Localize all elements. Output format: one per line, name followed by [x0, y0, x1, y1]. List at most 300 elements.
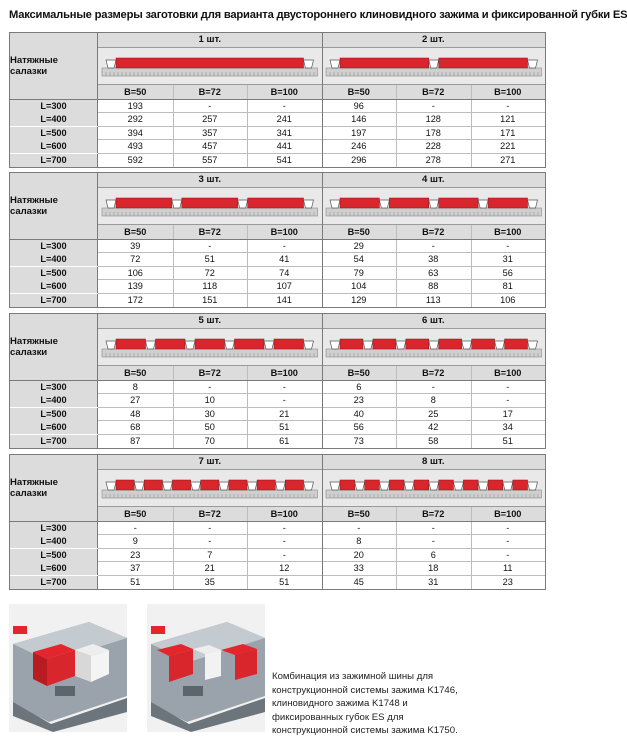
- length-row-header: L=500: [10, 127, 98, 140]
- header-divider: [10, 99, 545, 100]
- column-divider: [396, 366, 397, 448]
- clamp-diagram-cell: [98, 329, 322, 366]
- table-cell: 25: [428, 408, 439, 419]
- caption-line: конструкционной системы зажима K1750.: [272, 725, 458, 737]
- width-column-header: B=72: [173, 225, 248, 240]
- workpiece-shape: [156, 339, 186, 349]
- jaw-shape: [191, 482, 201, 490]
- width-column-header: B=50: [322, 507, 397, 522]
- jaw-shape: [330, 60, 340, 68]
- workpiece-shape: [340, 58, 429, 68]
- table-cell: 139: [127, 281, 143, 292]
- table-cell: 20: [353, 549, 364, 560]
- workpiece-shape: [405, 339, 428, 349]
- workpiece-shape: [504, 339, 527, 349]
- length-row-header: L=500: [10, 408, 98, 421]
- group-divider: [322, 33, 323, 167]
- caption-line: фиксированных губок ES для: [272, 711, 404, 723]
- table-cell: 121: [500, 114, 516, 125]
- workpiece-shape: [389, 480, 404, 490]
- table-cell: -: [431, 382, 435, 392]
- table-cell: -: [282, 549, 286, 560]
- table-cell: 141: [276, 294, 292, 305]
- table-cell: 257: [202, 114, 218, 125]
- length-row-header: L=700: [10, 294, 98, 307]
- jaw-shape: [453, 482, 463, 490]
- jaw-shape: [478, 482, 488, 490]
- table-cell: 292: [127, 114, 143, 125]
- jaw-shape: [172, 200, 182, 208]
- table-cell: 493: [127, 141, 143, 152]
- workpiece-shape: [235, 339, 265, 349]
- table-cell: 296: [351, 154, 367, 165]
- jaw-shape: [106, 482, 116, 490]
- jaw-shape: [330, 482, 340, 490]
- table-cell: 23: [502, 576, 513, 587]
- table-cell: 56: [502, 267, 513, 278]
- table-cell: 341: [276, 127, 292, 138]
- jaw-shape: [379, 482, 389, 490]
- jaw-shape: [330, 341, 340, 349]
- workpiece-shape: [340, 480, 355, 490]
- width-column-header: B=100: [247, 366, 322, 381]
- table-cell: -: [431, 536, 435, 547]
- clamp-diagram: [98, 48, 322, 84]
- width-column-header: B=50: [322, 366, 397, 381]
- table-cell: 27: [130, 395, 141, 406]
- table-block: [9, 32, 546, 168]
- table-cell: -: [506, 523, 510, 533]
- group-divider: [322, 455, 323, 589]
- table-cell: 23: [353, 395, 364, 406]
- table-cell: 21: [204, 563, 215, 574]
- table-cell: 29: [353, 241, 364, 251]
- jaw-shape: [362, 341, 372, 349]
- table-cell: -: [506, 382, 510, 392]
- table-cell: 8: [430, 395, 436, 406]
- table-cell: 441: [276, 141, 292, 152]
- length-row-header: L=300: [10, 240, 98, 253]
- table-cell: 74: [279, 267, 290, 278]
- table-cell: 31: [428, 576, 439, 587]
- table-cell: 146: [351, 114, 367, 125]
- workpiece-shape: [116, 58, 304, 68]
- workpiece-shape: [488, 480, 503, 490]
- length-row-header: L=700: [10, 435, 98, 448]
- table-cell: 63: [428, 267, 439, 278]
- table-cell: 9: [132, 536, 138, 547]
- workpiece-shape: [488, 198, 527, 208]
- width-column-header: B=100: [471, 85, 546, 100]
- table-cell: -: [208, 523, 212, 533]
- length-row-header: L=400: [10, 113, 98, 126]
- table-cell: 37: [130, 563, 141, 574]
- workpiece-shape: [389, 198, 428, 208]
- group-divider: [322, 314, 323, 448]
- clamp-diagram-cell: [98, 48, 322, 85]
- table-block: [9, 454, 546, 590]
- clamp-diagram-cell: [98, 188, 322, 225]
- table-cell: 45: [353, 576, 364, 587]
- column-divider: [247, 225, 248, 307]
- table-cell: 68: [130, 422, 141, 433]
- jaw-shape: [134, 482, 144, 490]
- workpiece-shape: [229, 480, 247, 490]
- jaw-shape: [527, 341, 537, 349]
- table-cell: 72: [204, 267, 215, 278]
- table-cell: 33: [353, 563, 364, 574]
- table-cell: -: [208, 536, 212, 547]
- workpiece-shape: [116, 198, 172, 208]
- jaw-shape: [247, 482, 257, 490]
- table-cell: -: [506, 241, 510, 251]
- length-row-header: L=300: [10, 100, 98, 113]
- jaw-shape: [304, 60, 314, 68]
- length-row-header: L=700: [10, 576, 98, 589]
- table-cell: -: [357, 523, 361, 533]
- width-column-header: B=100: [471, 225, 546, 240]
- jaw-shape: [428, 200, 438, 208]
- table-cell: 151: [202, 294, 218, 305]
- table-cell: 54: [353, 254, 364, 265]
- quantity-header: 8 шт.: [322, 455, 546, 470]
- table-cell: 457: [202, 141, 218, 152]
- column-divider: [396, 85, 397, 167]
- table-cell: 51: [502, 435, 513, 446]
- table-cell: 58: [428, 435, 439, 446]
- table-cell: 394: [127, 127, 143, 138]
- table-cell: 72: [130, 254, 141, 265]
- jaw-shape: [428, 482, 438, 490]
- length-row-header: L=700: [10, 154, 98, 167]
- width-column-header: B=50: [98, 225, 173, 240]
- workpiece-shape: [116, 339, 146, 349]
- workpiece-shape: [340, 198, 379, 208]
- width-column-header: B=50: [98, 366, 173, 381]
- column-divider: [471, 507, 472, 589]
- table-cell: 541: [276, 154, 292, 165]
- width-column-header: B=72: [173, 366, 248, 381]
- table-cell: 246: [351, 141, 367, 152]
- table-cell: -: [431, 523, 435, 533]
- table-cell: 10: [204, 395, 215, 406]
- table-cell: -: [282, 382, 286, 392]
- clamp-diagram-cell: [98, 470, 322, 507]
- width-column-header: B=100: [471, 507, 546, 522]
- width-column-header: B=50: [98, 507, 173, 522]
- workpiece-shape: [463, 480, 478, 490]
- workpiece-shape: [438, 339, 461, 349]
- jaw-shape: [494, 341, 504, 349]
- length-row-header: L=500: [10, 267, 98, 280]
- row-header-label: Натяжные салазки: [10, 33, 98, 99]
- workpiece-shape: [116, 480, 134, 490]
- table-cell: 221: [500, 141, 516, 152]
- table-cell: 39: [130, 241, 141, 251]
- table-cell: 40: [353, 408, 364, 419]
- jaw-shape: [225, 341, 235, 349]
- width-column-header: B=50: [322, 85, 397, 100]
- workpiece-shape: [364, 480, 379, 490]
- length-row-header: L=300: [10, 381, 98, 394]
- workpiece-shape: [512, 480, 527, 490]
- jaw-shape: [106, 200, 116, 208]
- table-cell: 7: [207, 549, 213, 560]
- table-cell: -: [208, 241, 212, 251]
- clamp-diagram: [98, 329, 322, 365]
- table-cell: 73: [353, 435, 364, 446]
- clamp-diagram-cell: [322, 470, 546, 507]
- product-photo-right: [147, 604, 265, 732]
- header-divider: [10, 380, 545, 381]
- table-cell: 118: [202, 281, 218, 292]
- table-cell: 79: [353, 267, 364, 278]
- table-cell: 171: [500, 127, 516, 138]
- table-cell: 88: [428, 281, 439, 292]
- jaw-shape: [219, 482, 229, 490]
- table-cell: 23: [130, 549, 141, 560]
- caption: [272, 670, 542, 738]
- table-cell: -: [506, 101, 510, 111]
- width-column-header: B=72: [396, 507, 471, 522]
- table-cell: 51: [279, 576, 290, 587]
- jaw-shape: [461, 341, 471, 349]
- product-photo-left: [9, 604, 127, 732]
- workpiece-shape: [248, 198, 304, 208]
- jaw-shape: [106, 60, 116, 68]
- clamp-diagram: [322, 188, 546, 224]
- table-cell: 557: [202, 154, 218, 165]
- column-divider: [247, 507, 248, 589]
- clamp-diagram: [322, 329, 546, 365]
- jaw-shape: [527, 200, 537, 208]
- column-divider: [471, 366, 472, 448]
- page-title: Максимальные размеры заготовки для варианта двустороннего клиновидного зажима и фиксированной губки ES: [9, 9, 627, 21]
- table-cell: -: [282, 395, 286, 406]
- table-cell: 87: [130, 435, 141, 446]
- workpiece-shape: [471, 339, 494, 349]
- workpiece-shape: [438, 198, 477, 208]
- clamp-diagram: [322, 48, 546, 84]
- table-cell: -: [506, 549, 510, 560]
- group-divider: [322, 173, 323, 307]
- header-divider: [10, 521, 545, 522]
- table-cell: 6: [430, 549, 436, 560]
- width-column-header: B=50: [98, 85, 173, 100]
- table-cell: 106: [500, 294, 516, 305]
- workpiece-shape: [195, 339, 225, 349]
- jaw-shape: [275, 482, 285, 490]
- caption-line: Комбинация из зажимной шины для: [272, 671, 434, 682]
- clamp-diagram: [98, 470, 322, 506]
- quantity-header: 3 шт.: [98, 173, 322, 188]
- clamp-diagram: [322, 470, 546, 506]
- length-row-header: L=400: [10, 535, 98, 548]
- table-cell: 197: [351, 127, 367, 138]
- quantity-header: 4 шт.: [322, 173, 546, 188]
- caption-line: конструкционной системы зажима K1746,: [272, 684, 458, 696]
- table-cell: 172: [127, 294, 143, 305]
- quantity-header: 5 шт.: [98, 314, 322, 329]
- table-cell: 30: [204, 408, 215, 419]
- clamp-diagram-cell: [322, 188, 546, 225]
- caption-line: клиновидного зажима K1748 и: [272, 698, 408, 710]
- table-cell: 592: [127, 154, 143, 165]
- workpiece-shape: [144, 480, 162, 490]
- table-cell: -: [282, 536, 286, 547]
- width-column-header: B=100: [247, 507, 322, 522]
- length-row-header: L=400: [10, 394, 98, 407]
- table-cell: 129: [351, 294, 367, 305]
- width-column-header: B=50: [322, 225, 397, 240]
- length-row-header: L=400: [10, 253, 98, 266]
- workpiece-shape: [414, 480, 429, 490]
- clamp-diagram-cell: [322, 48, 546, 85]
- width-column-header: B=100: [471, 366, 546, 381]
- table-cell: 106: [127, 267, 143, 278]
- width-column-header: B=72: [396, 85, 471, 100]
- jaw-shape: [304, 482, 314, 490]
- jaw-shape: [478, 200, 488, 208]
- workpiece-shape: [372, 339, 395, 349]
- jaw-shape: [354, 482, 364, 490]
- table-cell: 113: [425, 294, 441, 305]
- jaw-shape: [428, 60, 438, 68]
- table-cell: 11: [502, 563, 513, 574]
- jaw-shape: [162, 482, 172, 490]
- column-divider: [247, 85, 248, 167]
- table-cell: 81: [502, 281, 513, 292]
- table-cell: 178: [425, 127, 441, 138]
- length-row-header: L=600: [10, 421, 98, 434]
- table-cell: 228: [425, 141, 441, 152]
- table-cell: -: [282, 523, 286, 533]
- table-cell: -: [431, 241, 435, 251]
- table-cell: -: [208, 382, 212, 392]
- table-cell: -: [282, 241, 286, 251]
- column-divider: [173, 507, 174, 589]
- table-cell: -: [506, 395, 510, 406]
- table-cell: 70: [204, 435, 215, 446]
- table-block: [9, 172, 546, 308]
- length-row-header: L=600: [10, 140, 98, 153]
- table-cell: 48: [130, 408, 141, 419]
- table-cell: 12: [279, 563, 290, 574]
- column-divider: [247, 366, 248, 448]
- row-header-label: Натяжные салазки: [10, 173, 98, 239]
- quantity-header: 7 шт.: [98, 455, 322, 470]
- jaw-shape: [185, 341, 195, 349]
- jaw-shape: [304, 341, 314, 349]
- workpiece-shape: [438, 58, 527, 68]
- jaw-shape: [428, 341, 438, 349]
- clamp-diagram: [98, 188, 322, 224]
- width-column-header: B=72: [173, 85, 248, 100]
- width-column-header: B=72: [396, 225, 471, 240]
- table-cell: 104: [351, 281, 367, 292]
- table-cell: -: [506, 536, 510, 547]
- table-cell: 51: [279, 422, 290, 433]
- width-column-header: B=72: [396, 366, 471, 381]
- table-cell: 241: [276, 114, 292, 125]
- workpiece-shape: [182, 198, 238, 208]
- table-cell: 96: [353, 101, 364, 111]
- column-divider: [173, 225, 174, 307]
- table-cell: 8: [132, 382, 138, 392]
- row-header-label: Натяжные салазки: [10, 455, 98, 521]
- length-row-header: L=300: [10, 522, 98, 535]
- workpiece-shape: [438, 480, 453, 490]
- table-cell: 31: [502, 254, 513, 265]
- column-divider: [173, 366, 174, 448]
- width-column-header: B=72: [173, 507, 248, 522]
- table-cell: 56: [353, 422, 364, 433]
- table-cell: 107: [276, 281, 292, 292]
- table-cell: 61: [279, 435, 290, 446]
- workpiece-shape: [340, 339, 363, 349]
- table-cell: -: [133, 523, 137, 533]
- jaw-shape: [264, 341, 274, 349]
- workpiece-shape: [257, 480, 275, 490]
- width-column-header: B=100: [247, 85, 322, 100]
- jaw-shape: [304, 200, 314, 208]
- jaw-shape: [404, 482, 414, 490]
- table-cell: 21: [279, 408, 290, 419]
- quantity-header: 1 шт.: [98, 33, 322, 48]
- column-divider: [471, 225, 472, 307]
- table-cell: 128: [425, 114, 441, 125]
- table-cell: 357: [202, 127, 218, 138]
- table-cell: -: [431, 101, 435, 111]
- table-cell: 41: [279, 254, 290, 265]
- table-cell: 8: [356, 536, 362, 547]
- table-block: [9, 313, 546, 449]
- table-cell: 38: [428, 254, 439, 265]
- table-cell: 51: [204, 254, 215, 265]
- length-row-header: L=600: [10, 280, 98, 293]
- workpiece-shape: [285, 480, 303, 490]
- table-cell: 18: [428, 563, 439, 574]
- table-cell: 35: [204, 576, 215, 587]
- jaw-shape: [527, 482, 537, 490]
- column-divider: [396, 507, 397, 589]
- quantity-header: 6 шт.: [322, 314, 546, 329]
- table-cell: 278: [425, 154, 441, 165]
- table-cell: 193: [127, 101, 143, 111]
- column-divider: [471, 85, 472, 167]
- table-cell: 50: [204, 422, 215, 433]
- table-cell: 34: [502, 422, 513, 433]
- table-cell: 42: [428, 422, 439, 433]
- jaw-shape: [527, 60, 537, 68]
- workpiece-shape: [274, 339, 304, 349]
- table-cell: 17: [502, 408, 513, 419]
- table-cell: 6: [356, 382, 362, 392]
- table-cell: 271: [500, 154, 516, 165]
- table-cell: -: [282, 101, 286, 111]
- width-column-header: B=100: [247, 225, 322, 240]
- quantity-header: 2 шт.: [322, 33, 546, 48]
- column-divider: [173, 85, 174, 167]
- jaw-shape: [238, 200, 248, 208]
- clamp-diagram-cell: [322, 329, 546, 366]
- jaw-shape: [106, 341, 116, 349]
- jaw-shape: [146, 341, 156, 349]
- workpiece-shape: [172, 480, 190, 490]
- jaw-shape: [502, 482, 512, 490]
- length-row-header: L=600: [10, 562, 98, 575]
- table-cell: -: [208, 101, 212, 111]
